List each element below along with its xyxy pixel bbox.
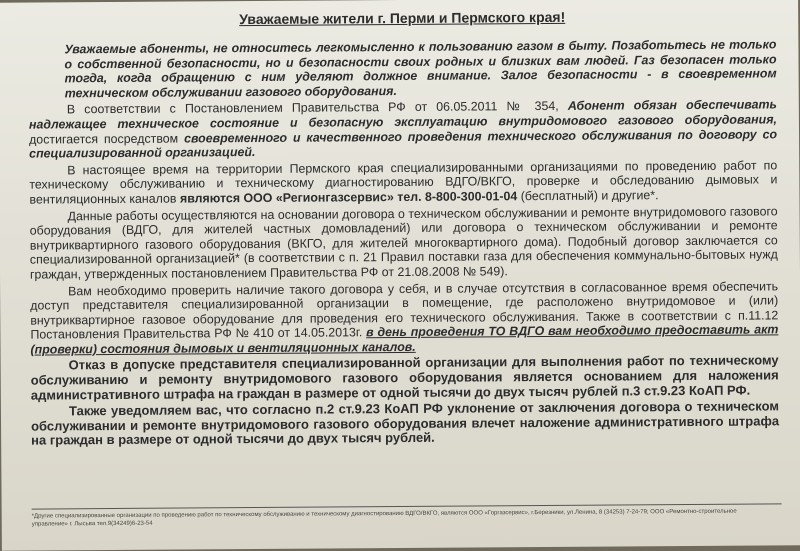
paragraph-check-contract [30,279,778,357]
paragraph-refusal-fine: Отказ в допуске представителя специализированной организации для выполнения работ по техническому обслуживанию и ремонту внутридомового газового оборудования является основанием для наложения административного штрафа на граждан в размере от одной тысячи до двух тысяч рублей п.3 ст.9.23 КоАП РФ. [30,352,779,403]
p5-bold: в день проведения ТО ВДГО вам необходимо предоставить акт (проверки) состояния дымовых и вентиляционных каналов. [30,322,779,357]
p3-bold: являются ООО «Регионгазсервис» тел. 8-800-300-01-04 [179,189,518,206]
intro-paragraph: Уважаемые абоненты, не относитесь легкомысленно к пользованию газом в быту. Позаботьтесь не только о собственной безопасности, но и безопасности своих родных и близких вам людей. Газ безопасен только тогда, когда обращению с ним уделяют должное внимание. Залог безопасности - в своевременном техническом обслуживании газового оборудования. [64,37,777,101]
p3-tail: (бесплатный) и другие*. [517,188,659,204]
p3-lead: В настоящее время на территории Пермского края специализированными организациями по проведению работ по техническому обслуживанию и техническому диагностированию ВДГО/ВКГО, проверке и обследованию дымовых и вентиляционных каналов [29,158,778,207]
p2-mid: достигается посредством [29,131,185,147]
paragraph-resolution-354 [29,98,777,162]
p2-lead: В соответствии с Постановлением Правительства РФ от 06.05.2011 № 354, [66,99,568,117]
p5-lead: Вам необходимо проверить наличие такого договора у себя, и в случае отсутствия в согласованное время обеспечить доступ представителя специализированной организации в помещение, где расположено внутридомовое и (или) внутриквартирное газовое оборудование для проведения его технического обслуживания. Также в соответствии с п.11.12 Постановления Правительства РФ № 410 от 14.05.2013г. [30,278,779,342]
footnote-line-2: управление» г. Лысьва тел.9(34249)6-23-54 [31,520,153,528]
footnote-line-1: *Другие специализированные организации по проведению работ по техническому обслуживанию и техническому диагностированию ВДГО/ВКГО, являются ООО «Горгазсервис», г.Березники, ул.Ленина, 8 (34253) 7-24-79; ООО «Ремонтно-строительное [31,508,737,520]
paragraph-evasion-fine: Также уведомляем вас, что согласно п.2 ст.9.23 КоАП РФ уклонение от заключения договора о техническом обслуживании и ремонте внутридомового газового оборудования влечет наложение административного штрафа на граждан в размере от одной тысячи до двух тысяч рублей. [30,398,780,449]
p2-bold: Абонент обязан обеспечивать надлежащее техническое состояние и безопасную эксплуатацию внутридомового газового оборудования, [28,97,777,132]
notice-title: Уважаемые жители г. Перми и Пермского края! [239,8,566,28]
p2-bold2: своевременного и качественного проведения технического обслуживания по договору со специализированной организацией. [29,126,778,161]
footnote [32,503,782,528]
paragraph-contract: Данные работы осуществляются на основании договора о техническом обслуживании и ремонте внутридомового газового оборудования (ВДГО, для жителей частных домовладений) или договора о техническом обслуживании и ремонте внутриквартирного газового оборудования (ВКГО, для жителей многоквартирного дома). Подобный договор заключается со специализированной организацией* (в соответствии с п. 21 Правил поставки газа для обеспечения коммунально-бытовых нужд граждан, утвержденных постановлением Правительства РФ от 21.08.2008 № 549). [29,203,778,282]
paragraph-organizations [29,158,777,207]
